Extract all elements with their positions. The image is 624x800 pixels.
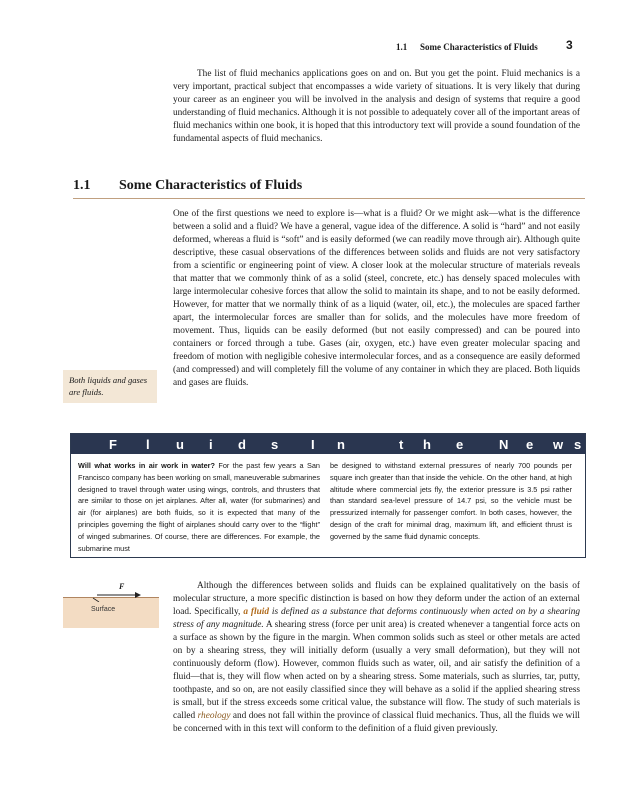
banner-letter: h — [423, 437, 431, 452]
surface-label: Surface — [91, 606, 116, 613]
news-left-text: For the past few years a San Francisco company has been working on small, maneuverable submarines designed to travel through water using wings, controls, and thrusters that are similar to those on jet airplanes. After all, water (for submarines) and air (for airplanes) are both fluids, so it is expected that many of the principles governing the flight of airplanes should carry over to the “flight” of winged submarines. Of course, there are differences. For example, the submarine must — [78, 461, 320, 553]
section-title: Some Characteristics of Fluids — [119, 178, 303, 193]
news-left-column — [78, 460, 320, 554]
banner-letter: I — [311, 437, 315, 452]
banner-letter: n — [337, 437, 345, 452]
fluid-definition: is defined as a substance that deforms continuously when acted on by a shearing stress of any magnitude. — [173, 607, 580, 630]
news-box — [70, 433, 586, 558]
shear-force-figure — [63, 582, 159, 628]
banner-letter: s — [574, 437, 582, 452]
banner-letter: d — [238, 437, 246, 452]
banner-letter: N — [499, 437, 509, 452]
definition-paragraph — [173, 580, 580, 736]
section-rule — [73, 198, 585, 199]
force-label: F — [119, 582, 125, 591]
banner-letter: i — [209, 437, 213, 452]
intro-paragraph: The list of fluid mechanics applications goes on and on. But you get the point. Fluid mechanics is a very important, practical subject that encompasses a wide variety of situations. It is very likely that during your career as an engineer you will be involved in the analysis and design of systems that require a good understanding of fluid mechanics. Although it is not possible to adequately cover all of the important areas of fluid mechanics within one book, it is hoped that this introductory text will provide a sound foundation of the fundamental aspects of fluid mechanics. — [173, 69, 580, 144]
margin-note: Both liquids and gases are fluids. — [63, 370, 157, 403]
banner-letter: e — [526, 437, 534, 452]
page-number: 3 — [566, 38, 573, 52]
definition-text-3: and does not fall within the province of classical fluid mechanics. Thus, all the fluids we will be concerned with in this text will conform to the definition of a fluid given previously. — [173, 711, 580, 734]
definition-text-2: A shearing stress (force per unit area) is created whenever a tangential force acts on a surface as shown by the figure in the margin. When common solids such as steel or other metals are acted on by a shearing stress, they will initially deform (usually a very small deformation), but they will not continuously deform (flow). However, common fluids such as water, oil, and air satisfy the definition of a fluid—that is, they will flow when acted on by a shearing stress. Some materials, such as slurries, tar, putty, toothpaste, and so on, are not easily classified since they will behave as a solid if the applied shearing stress is small, but if the stress exceeds some critical value, the substance will flow. The study of such materials is called — [173, 620, 580, 721]
rheology-term: rheology — [197, 711, 231, 721]
definition-text-1: Although the differences between solids and fluids can be explained qualitatively on the basis of molecular structure, a more specific distinction is based on how they deform under the action of an external load. Specifically, — [173, 581, 580, 617]
banner-letter: u — [176, 437, 184, 452]
banner-letter: F — [109, 437, 117, 452]
banner-letter: w — [553, 437, 564, 452]
header-section-title: Some Characteristics of Fluids — [420, 42, 538, 52]
fluid-term: a fluid — [243, 607, 269, 617]
running-header — [0, 40, 624, 56]
news-right-column: be designed to withstand external pressures of nearly 700 pounds per square inch greater than that inside the vehicle. On the other hand, at high altitude where commercial jets fly, the exterior pressure is 3.5 psi rather than standard sea-level pressure of 14.7 psi, so the vehicle must be pressurized internally for passenger comfort. In both cases, however, the design of the craft for minimal drag, maximum lift, and efficient thrust is governed by the same fluid dynamic concepts. — [330, 461, 572, 541]
section-number: 1.1 — [73, 178, 91, 193]
news-headline: Will what works in air work in water? — [78, 461, 215, 470]
header-section-number: 1.1 — [396, 42, 408, 52]
body-paragraph: One of the first questions we need to explore is—what is a fluid? Or we might ask—what is the difference between a solid and a fluid? We have a general, vague idea of the difference. A solid is “hard” and not easily deformed, whereas a fluid is “soft” and is easily deformed (we can readily move through air). Although quite descriptive, these casual observations of the differences between solids and fluids are not very satisfactory from a scientific or engineering point of view. A closer look at the molecular structure of materials reveals that matter that we commonly think of as a solid (steel, concrete, etc.) has densely spaced molecules with large intermolecular cohesive forces that allow the solid to maintain its shape, and to not be easily deformed. However, for matter that we normally think of as a liquid (water, oil, etc.), the molecules are spaced farther apart, the intermolecular forces are smaller than for solids, and the molecules have more freedom of movement. Thus, liquids can be easily deformed (but not easily compressed) and can be poured into containers or forced through a tube. Gases (air, oxygen, etc.) have even greater molecular spacing and freedom of motion with negligible cohesive intermolecular forces, and as a consequence are easily deformed (and compressed) and will completely fill the volume of any container in which they are placed. Both liquids and gases are fluids. — [173, 209, 580, 388]
force-arrow-icon — [63, 582, 159, 602]
banner-letter: s — [271, 437, 279, 452]
banner-letter: l — [146, 437, 150, 452]
banner-letter: t — [399, 437, 404, 452]
news-banner — [71, 434, 585, 454]
banner-letter: e — [456, 437, 464, 452]
